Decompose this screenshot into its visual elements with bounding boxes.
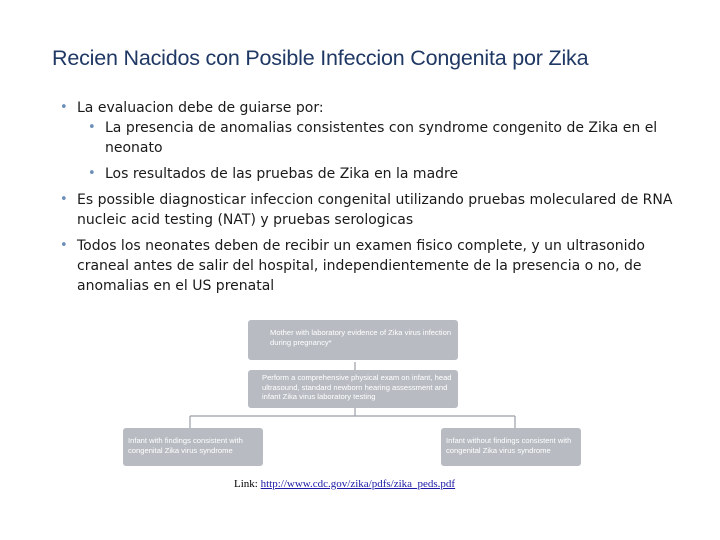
bullet-newborn-exam: • Todos los neonates deben de recibir un examen fisico complete, y un ultrasonido craneal antes de salir del hospital, independientemente de la presencia o no, de anomalias en el US prenatal [58, 236, 688, 296]
sub-bullet-mother-tests: • Los resultados de las pruebas de Zika en la madre [58, 164, 688, 184]
slide-title: Recien Nacidos con Posible Infeccion Congenita por Zika [52, 46, 589, 70]
flow-box-mother: Mother with laboratory evidence of Zika virus infection during pregnancy* [248, 320, 458, 360]
flowchart [120, 316, 590, 476]
source-link[interactable]: http://www.cdc.gov/zika/pdfs/zika_peds.pdf [260, 478, 456, 490]
bullet-diagnosis: • Es possible diagnosticar infeccion congenital utilizando pruebas moleculared de RNA nucleic acid testing (NAT) y pruebas serologicas [58, 190, 688, 230]
link-prefix: Link: [234, 478, 261, 490]
bullet-list [58, 98, 688, 296]
flow-box-with-findings: Infant with findings consistent with congenital Zika virus syndrome [123, 428, 263, 466]
source-link-line [234, 478, 455, 490]
sub-bullet-anomalies: • La presencia de anomalias consistentes con syndrome congenito de Zika en el neonato [58, 118, 688, 158]
flow-box-without-findings: Infant without findings consistent with congenital Zika virus syndrome [441, 428, 581, 466]
flow-box-exam: Perform a comprehensive physical exam on infant, head ultrasound, standard newborn hearing assessment and infant Zika virus laboratory testing [248, 370, 458, 408]
bullet-evaluation: • La evaluacion debe de guiarse por: [58, 98, 688, 118]
